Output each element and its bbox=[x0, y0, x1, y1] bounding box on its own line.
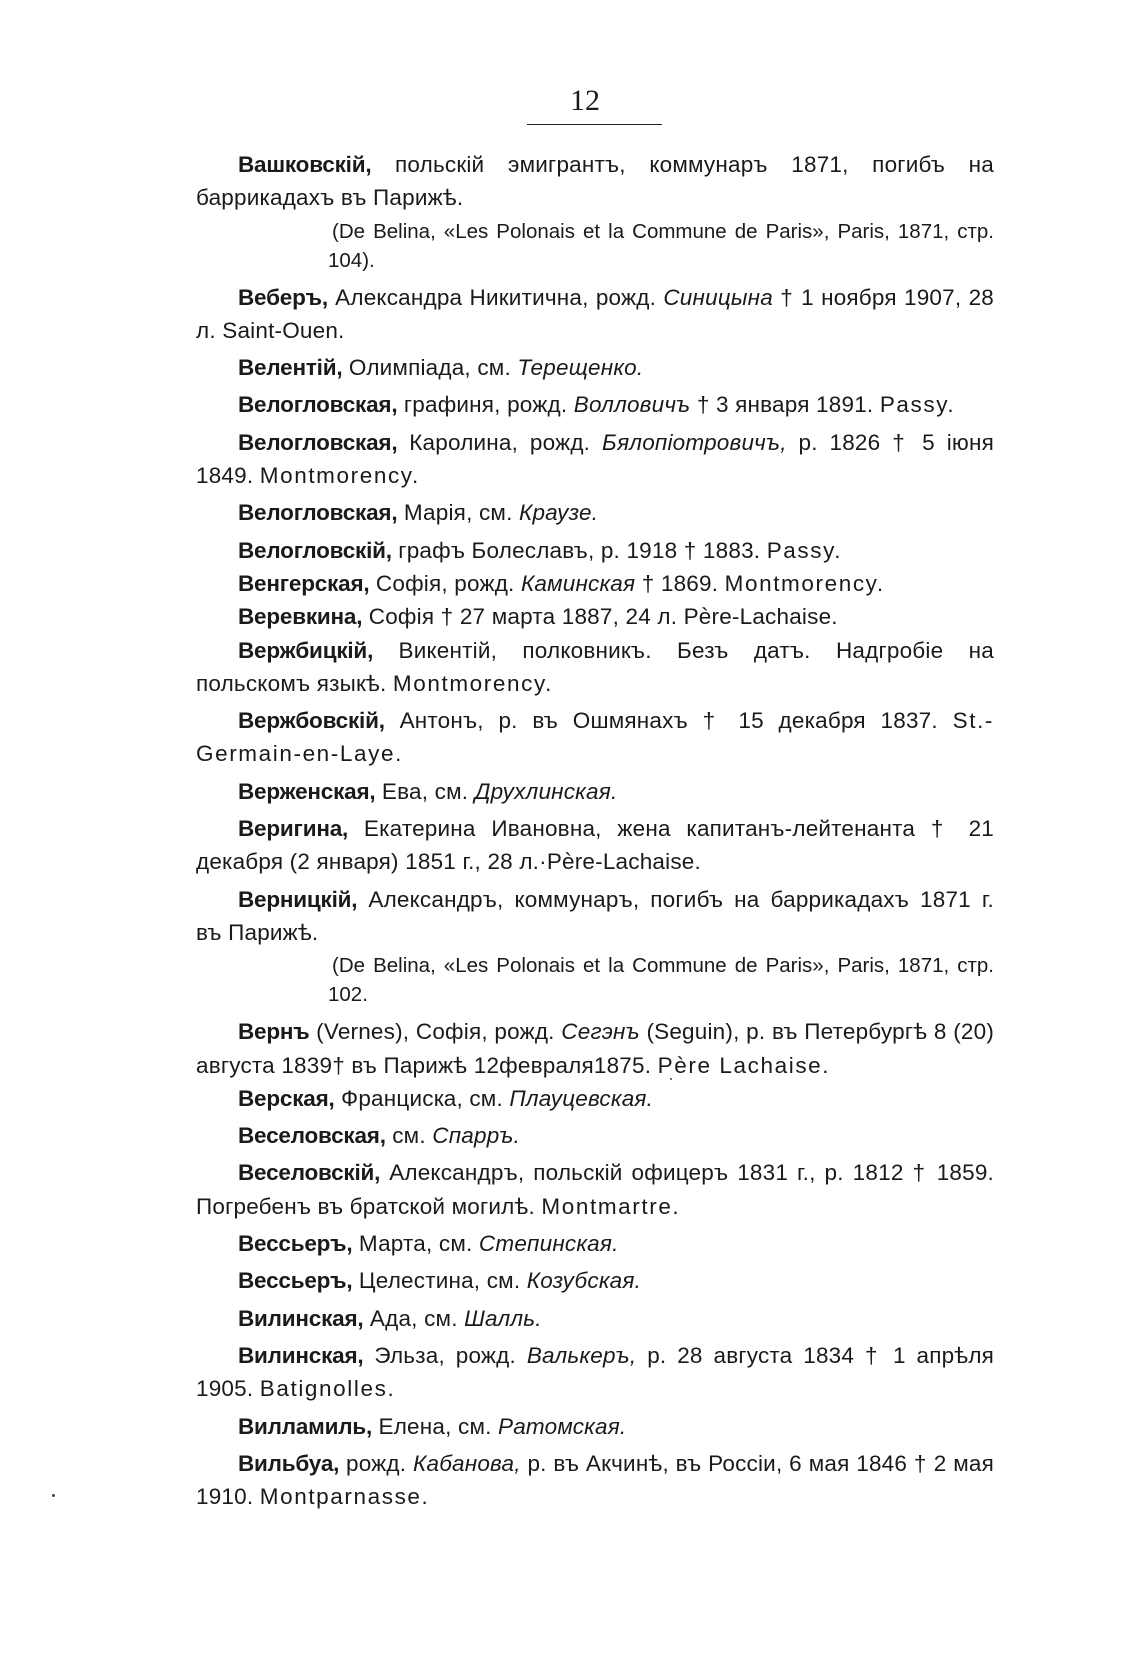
entry-name: Вессьеръ, bbox=[238, 1231, 353, 1257]
entry-verigina bbox=[196, 812, 994, 879]
entry-name: Веселовскій, bbox=[238, 1160, 381, 1186]
entry-name: Вашковскій, bbox=[238, 152, 372, 177]
entry-veloglovskaya-karolina bbox=[196, 426, 994, 493]
entry-vilinskaya-elza bbox=[196, 1339, 994, 1406]
entry-verzhenskaya bbox=[196, 775, 994, 808]
entry-text: польскій эмигрантъ, коммунаръ 1871, погибъ на баррикадахъ въ Парижѣ. bbox=[196, 152, 994, 211]
entry-text: Екатерина Ивановна, жена капитанъ-лейтенанта † 21 декабря (2 января) 1851 г., 28 л.·Père-Lachaise. bbox=[196, 816, 994, 875]
entry-cemetery: Père Lachaise. bbox=[657, 1052, 831, 1078]
entry-name: Велогловская, bbox=[238, 429, 398, 455]
entry-name: Верницкій, bbox=[238, 886, 358, 912]
entry-dates: † 1869. bbox=[641, 570, 719, 596]
entry-verevkina bbox=[196, 600, 994, 633]
entry-cemetery: Montmorency. bbox=[259, 463, 420, 489]
entry-cemetery: Passy. bbox=[766, 537, 843, 563]
entry-vilinskaya-ada bbox=[196, 1302, 994, 1335]
print-speck bbox=[670, 1078, 672, 1080]
entry-velentiy bbox=[196, 351, 994, 384]
entry-verzhbovsky bbox=[196, 704, 994, 771]
entry-maiden-name: Краузе. bbox=[519, 500, 599, 526]
entry-dates: † 3 января 1891. bbox=[696, 392, 874, 418]
entry-cemetery: Batignolles. bbox=[259, 1376, 396, 1402]
entry-dates: р. въ Акчинѣ, въ Россіи, 6 мая 1846 † 2 мая 1910. bbox=[196, 1450, 995, 1510]
entry-veloglovskaya-grafinya bbox=[196, 388, 994, 421]
entry-text: Олимпіада, см. bbox=[348, 355, 511, 381]
entry-vilbua bbox=[196, 1447, 994, 1514]
entry-text: Ева, см. bbox=[381, 778, 469, 804]
entry-text: Софія, рожд. bbox=[375, 570, 515, 596]
entry-verskaya bbox=[196, 1082, 994, 1115]
entry-dates: р. 1826 † 5 іюня 1849. bbox=[196, 429, 994, 489]
page-number: 12 bbox=[570, 84, 600, 117]
page-number-rule bbox=[527, 124, 662, 125]
entry-text: графъ Болеславъ, р. 1918 † 1883. bbox=[398, 537, 761, 563]
entry-text: Александра Никитична, рожд. bbox=[335, 284, 657, 310]
entry-maiden-name: Каминская bbox=[520, 570, 636, 596]
entry-name: Вессьеръ, bbox=[238, 1268, 353, 1294]
entry-cemetery: Montmorency. bbox=[392, 670, 553, 696]
entry-text: Ада, см. bbox=[369, 1305, 458, 1331]
entry-name: Вержбицкій, bbox=[238, 637, 374, 663]
entry-dates: (Seguin), р. въ Петербургѣ 8 (20) августа 1839† въ Парижѣ 12февраля1875. bbox=[196, 1019, 995, 1078]
entry-vengerskaya bbox=[196, 567, 994, 600]
entry-vernitsky bbox=[196, 883, 994, 950]
entry-text: Францискa, см. bbox=[341, 1085, 503, 1111]
entry-maiden-name: Терещенко. bbox=[517, 355, 644, 381]
entry-name: Вилинская, bbox=[238, 1305, 364, 1331]
entry-name: Вержбовскій, bbox=[238, 708, 385, 734]
entry-cemetery: Montparnasse. bbox=[259, 1484, 430, 1510]
entry-text: Эльза, рожд. bbox=[374, 1342, 516, 1368]
source-text: (De Belina, «Les Polonais et la Commune de Paris», Paris, 1871, стр. 102. bbox=[328, 954, 994, 1007]
entry-name: Веригина, bbox=[238, 816, 349, 842]
entry-text: Марта, см. bbox=[358, 1231, 473, 1257]
entry-name: Велентій, bbox=[238, 355, 343, 381]
entry-name: Вилинская, bbox=[238, 1342, 364, 1368]
entry-vashkovsky bbox=[196, 148, 994, 215]
source-citation bbox=[196, 951, 994, 1009]
entry-maiden-name: Валькеръ, bbox=[526, 1342, 637, 1368]
entry-text: Каролина, рожд. bbox=[409, 429, 591, 455]
entry-text: Целестина, см. bbox=[358, 1268, 521, 1294]
entry-maiden-name: Ратомская. bbox=[498, 1413, 627, 1439]
entry-veselovsky bbox=[196, 1156, 994, 1223]
entry-vessyer-tselestina bbox=[196, 1264, 994, 1297]
entry-text: графиня, рожд. bbox=[403, 392, 568, 418]
entry-name: Велогловская, bbox=[238, 500, 398, 526]
entry-text: Александръ, коммунаръ, погибъ на баррикадахъ 1871 г. въ Парижѣ. bbox=[196, 886, 995, 945]
source-citation bbox=[196, 217, 994, 275]
entry-text: Александръ, польскій офицеръ 1831 г., р. 1812 † 1859. Погребенъ въ братской могилѣ. bbox=[196, 1160, 994, 1219]
entry-maiden-name: Степинская. bbox=[478, 1231, 619, 1257]
entry-text: (Vernes), Софія, рожд. bbox=[316, 1019, 555, 1045]
entry-dates: † 1 ноября 1907, 28 л. Saint-Ouen. bbox=[196, 284, 995, 343]
entry-name: Велогловская, bbox=[238, 392, 398, 418]
entry-maiden-name: Друхлинская. bbox=[474, 778, 618, 804]
entry-maiden-name: Сегэнъ bbox=[561, 1019, 640, 1045]
entry-name: Венгерская, bbox=[238, 570, 370, 596]
entry-maiden-name: Спарръ. bbox=[432, 1123, 521, 1149]
entry-cemetery: Montmartre. bbox=[541, 1193, 681, 1219]
entry-maiden-name: Волловичъ bbox=[573, 392, 691, 418]
print-speck bbox=[52, 1494, 55, 1497]
entry-name: Вилламиль, bbox=[238, 1413, 373, 1439]
entry-name: Верженская, bbox=[238, 778, 376, 804]
entry-maiden-name: Плауцевская. bbox=[509, 1085, 654, 1111]
entry-text: Викентій, полковникъ. Безъ датъ. Надгробіе на польскомъ языкѣ. bbox=[196, 637, 995, 696]
entry-text: Антонъ, р. въ Ошмянахъ † 15 декабря 1837. bbox=[399, 708, 938, 734]
entry-veselovskaya bbox=[196, 1119, 994, 1152]
source-text: (De Belina, «Les Polonais et la Commune de Paris», Paris, 1871, стр. 104). bbox=[328, 219, 994, 272]
entry-name: Веберъ, bbox=[238, 284, 328, 310]
entry-text: Марія, см. bbox=[403, 500, 513, 526]
entry-cemetery: St.-Germain-en-Laye. bbox=[196, 708, 995, 767]
entry-veber bbox=[196, 281, 994, 348]
entry-text: Елена, см. bbox=[378, 1413, 492, 1439]
entry-name: Вильбуа, bbox=[238, 1450, 340, 1476]
entry-veloglovskaya-mariya bbox=[196, 496, 994, 529]
entry-vessyer-marta bbox=[196, 1227, 994, 1260]
entry-text: Софія † 27 марта 1887, 24 л. Père-Lachaise. bbox=[368, 604, 838, 630]
entry-name: Веревкина, bbox=[238, 604, 363, 630]
entry-name: Верская, bbox=[238, 1085, 335, 1111]
entry-maiden-name: Бялопіотровичъ, bbox=[601, 429, 787, 455]
entry-list bbox=[196, 148, 994, 1513]
entry-text: рожд. bbox=[346, 1450, 407, 1476]
entry-name: Веселовская, bbox=[238, 1123, 386, 1149]
entry-vern bbox=[196, 1015, 994, 1082]
entry-maiden-name: Козубская. bbox=[526, 1268, 642, 1294]
entry-name: Велогловскій, bbox=[238, 537, 392, 563]
entry-maiden-name: Кабанова, bbox=[413, 1450, 521, 1476]
entry-name: Вернъ bbox=[238, 1019, 310, 1045]
entry-cemetery: Passy. bbox=[879, 392, 956, 418]
entry-veloglovsky bbox=[196, 534, 994, 567]
entry-maiden-name: Шалль. bbox=[464, 1305, 542, 1331]
entry-cemetery: Montmorency. bbox=[724, 570, 885, 596]
entry-maiden-name: Синицына bbox=[663, 284, 773, 310]
entry-villamil bbox=[196, 1410, 994, 1443]
entry-text: см. bbox=[392, 1123, 426, 1149]
entry-verzhbitsky bbox=[196, 634, 994, 701]
entry-dates: р. 28 августа 1834 † 1 апрѣля 1905. bbox=[196, 1342, 995, 1402]
